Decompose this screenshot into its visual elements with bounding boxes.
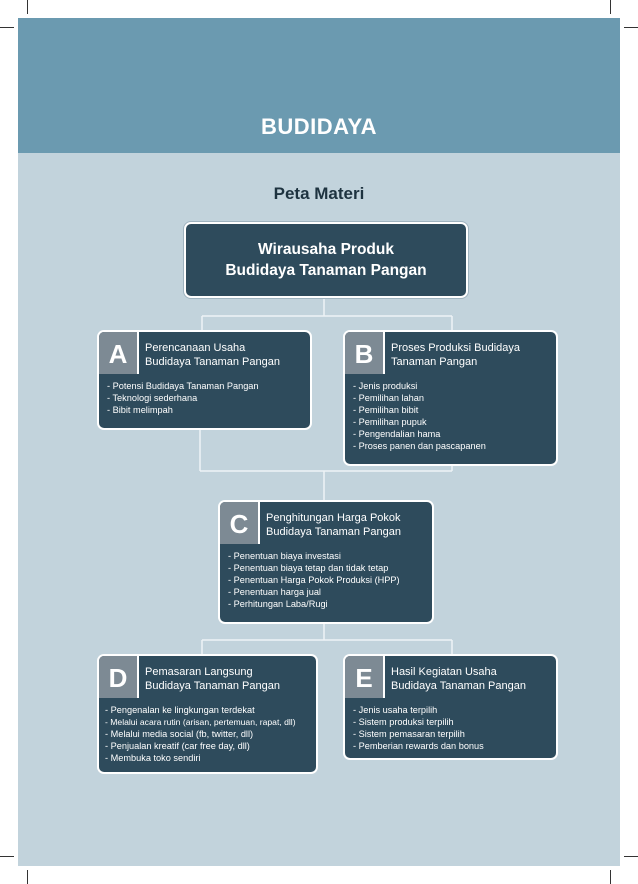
list-item: - Melalui acara rutin (arisan, pertemuan, rapat, dll) xyxy=(105,717,296,727)
card-title-line1: Pemasaran Langsung xyxy=(145,666,253,678)
crop-mark xyxy=(0,856,14,857)
card-title xyxy=(266,511,401,539)
crop-mark xyxy=(624,27,638,28)
card-title-line1: Hasil Kegiatan Usaha xyxy=(391,666,497,678)
list-item: - Melalui media social (fb, twitter, dll) xyxy=(105,729,254,739)
list-item: - Potensi Budidaya Tanaman Pangan xyxy=(107,381,259,391)
card-d xyxy=(97,654,318,776)
list-item: - Pemilihan lahan xyxy=(353,393,424,403)
card-body xyxy=(343,374,558,466)
list-item: - Pemilihan bibit xyxy=(353,405,419,415)
list-item: - Sistem produksi terpilih xyxy=(353,717,454,727)
card-title xyxy=(391,665,526,693)
card-body xyxy=(343,698,558,760)
crop-mark xyxy=(0,27,14,28)
card-title xyxy=(145,665,280,693)
list-item: - Pengenalan ke lingkungan terdekat xyxy=(105,705,255,715)
list-item: - Penjualan kreatif (car free day, dll) xyxy=(105,741,250,751)
card-title xyxy=(145,341,280,369)
card-title-line2: Budidaya Tanaman Pangan xyxy=(266,526,401,538)
list-item: - Penentuan Harga Pokok Produksi (HPP) xyxy=(228,575,400,585)
list-item: - Penentuan biaya tetap dan tidak tetap xyxy=(228,563,389,573)
list-item: - Membuka toko sendiri xyxy=(105,753,201,763)
list-item: - Sistem pemasaran terpilih xyxy=(353,729,465,739)
card-e xyxy=(343,654,558,762)
card-b xyxy=(343,330,558,468)
list-item: - Proses panen dan pascapanen xyxy=(353,441,486,451)
page-subtitle: Peta Materi xyxy=(273,184,365,203)
card-body xyxy=(218,544,434,624)
card-header xyxy=(97,654,318,700)
list-item: - Bibit melimpah xyxy=(107,405,173,415)
card-c xyxy=(218,500,434,626)
card-header xyxy=(343,654,558,700)
card-title-line2: Budidaya Tanaman Pangan xyxy=(145,680,280,692)
card-body xyxy=(97,698,318,774)
list-item: - Jenis usaha terpilih xyxy=(353,705,438,715)
list-item: - Jenis produksi xyxy=(353,381,418,391)
card-header xyxy=(97,330,312,376)
list-item: - Penentuan harga jual xyxy=(228,587,321,597)
list-item: - Penentuan biaya investasi xyxy=(228,551,341,561)
main-topic-line1: Wirausaha Produk xyxy=(258,241,394,258)
card-letter: B xyxy=(345,332,385,376)
main-topic-line2: Budidaya Tanaman Pangan xyxy=(225,262,427,279)
crop-mark xyxy=(610,870,611,884)
card-title-line2: Tanaman Pangan xyxy=(391,356,478,368)
list-item: - Pengendalian hama xyxy=(353,429,441,439)
card-body xyxy=(97,374,312,430)
card-letter: C xyxy=(220,502,260,546)
crop-mark xyxy=(624,856,638,857)
card-title xyxy=(391,341,520,369)
card-title-line1: Perencanaan Usaha xyxy=(145,342,246,354)
main-topic-box xyxy=(184,222,468,298)
page-title: BUDIDAYA xyxy=(260,114,378,139)
card-header xyxy=(218,500,434,546)
card-title-line1: Penghitungan Harga Pokok xyxy=(266,512,401,524)
card-letter: E xyxy=(345,656,385,700)
card-a xyxy=(97,330,312,432)
list-item: - Teknologi sederhana xyxy=(107,393,198,403)
page-background xyxy=(18,18,620,866)
card-title-line1: Proses Produksi Budidaya xyxy=(391,342,521,354)
list-item: - Perhitungan Laba/Rugi xyxy=(228,599,328,609)
card-title-line2: Budidaya Tanaman Pangan xyxy=(145,356,280,368)
list-item: - Pemberian rewards dan bonus xyxy=(353,741,484,751)
crop-mark xyxy=(27,870,28,884)
card-letter: A xyxy=(99,332,139,376)
card-title-line2: Budidaya Tanaman Pangan xyxy=(391,680,526,692)
list-item: - Pemilihan pupuk xyxy=(353,417,427,427)
card-letter: D xyxy=(99,656,139,700)
crop-mark xyxy=(610,0,611,14)
crop-mark xyxy=(27,0,28,14)
card-header xyxy=(343,330,558,376)
